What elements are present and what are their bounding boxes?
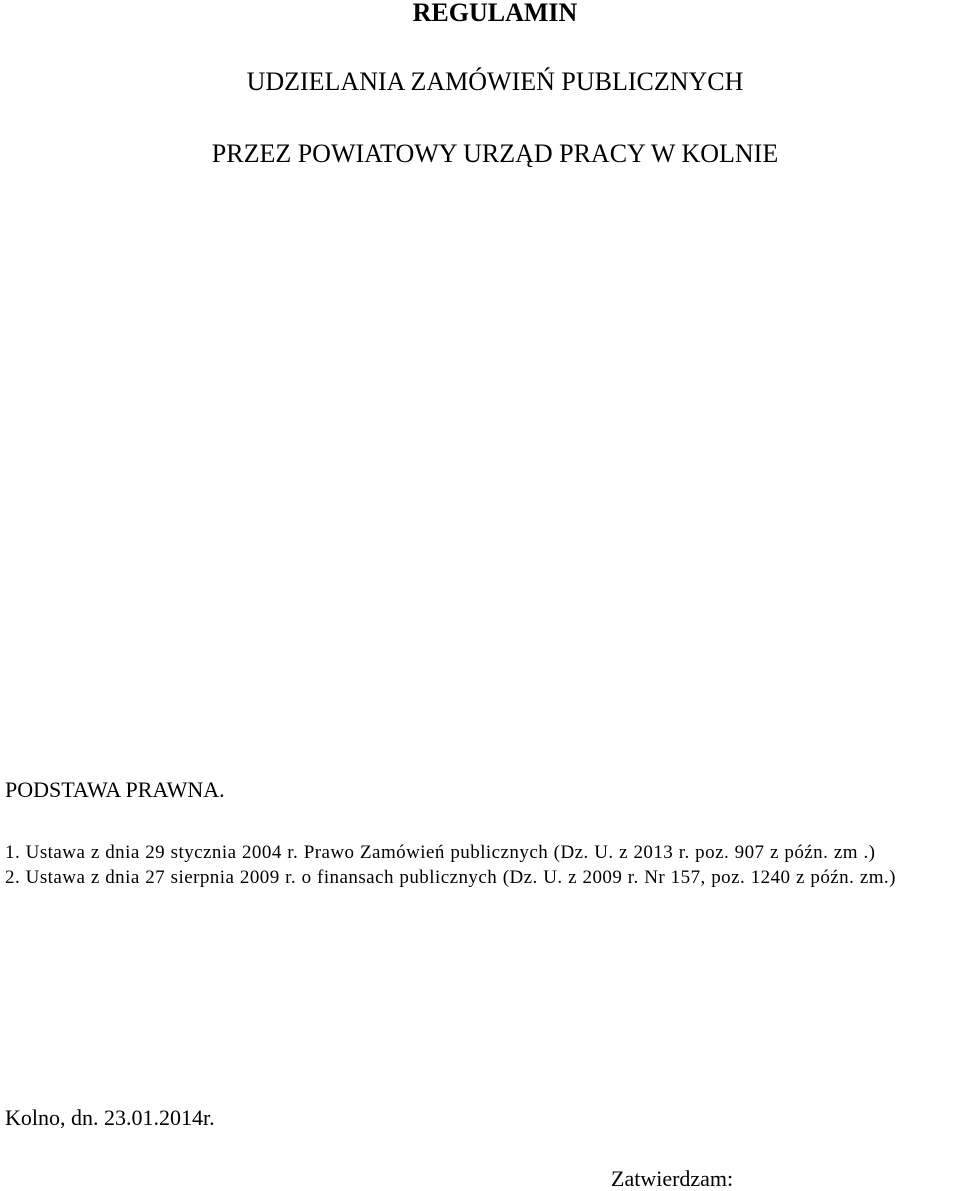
legal-basis-item: 1. Ustawa z dnia 29 stycznia 2004 r. Prawo Zamówień publicznych (Dz. U. z 2013 r. poz. 907 z późn. zm .) (5, 842, 876, 863)
legal-basis-list (5, 840, 955, 890)
legal-basis-item: 2. Ustawa z dnia 27 sierpnia 2009 r. o finansach publicznych (Dz. U. z 2009 r. Nr 157, poz. 1240 z późn. zm.) (5, 867, 896, 888)
place-and-date: Kolno, dn. 23.01.2014r. (5, 1105, 215, 1130)
document-title: REGULAMIN (412, 0, 578, 27)
document-subtitle-line-2: PRZEZ POWIATOWY URZĄD PRACY W KOLNIE (211, 139, 779, 168)
document-subtitle-line-1: UDZIELANIA ZAMÓWIEŃ PUBLICZNYCH (246, 67, 744, 96)
approval-label: Zatwierdzam: (611, 1166, 734, 1191)
legal-basis-heading: PODSTAWA PRAWNA. (5, 777, 225, 802)
